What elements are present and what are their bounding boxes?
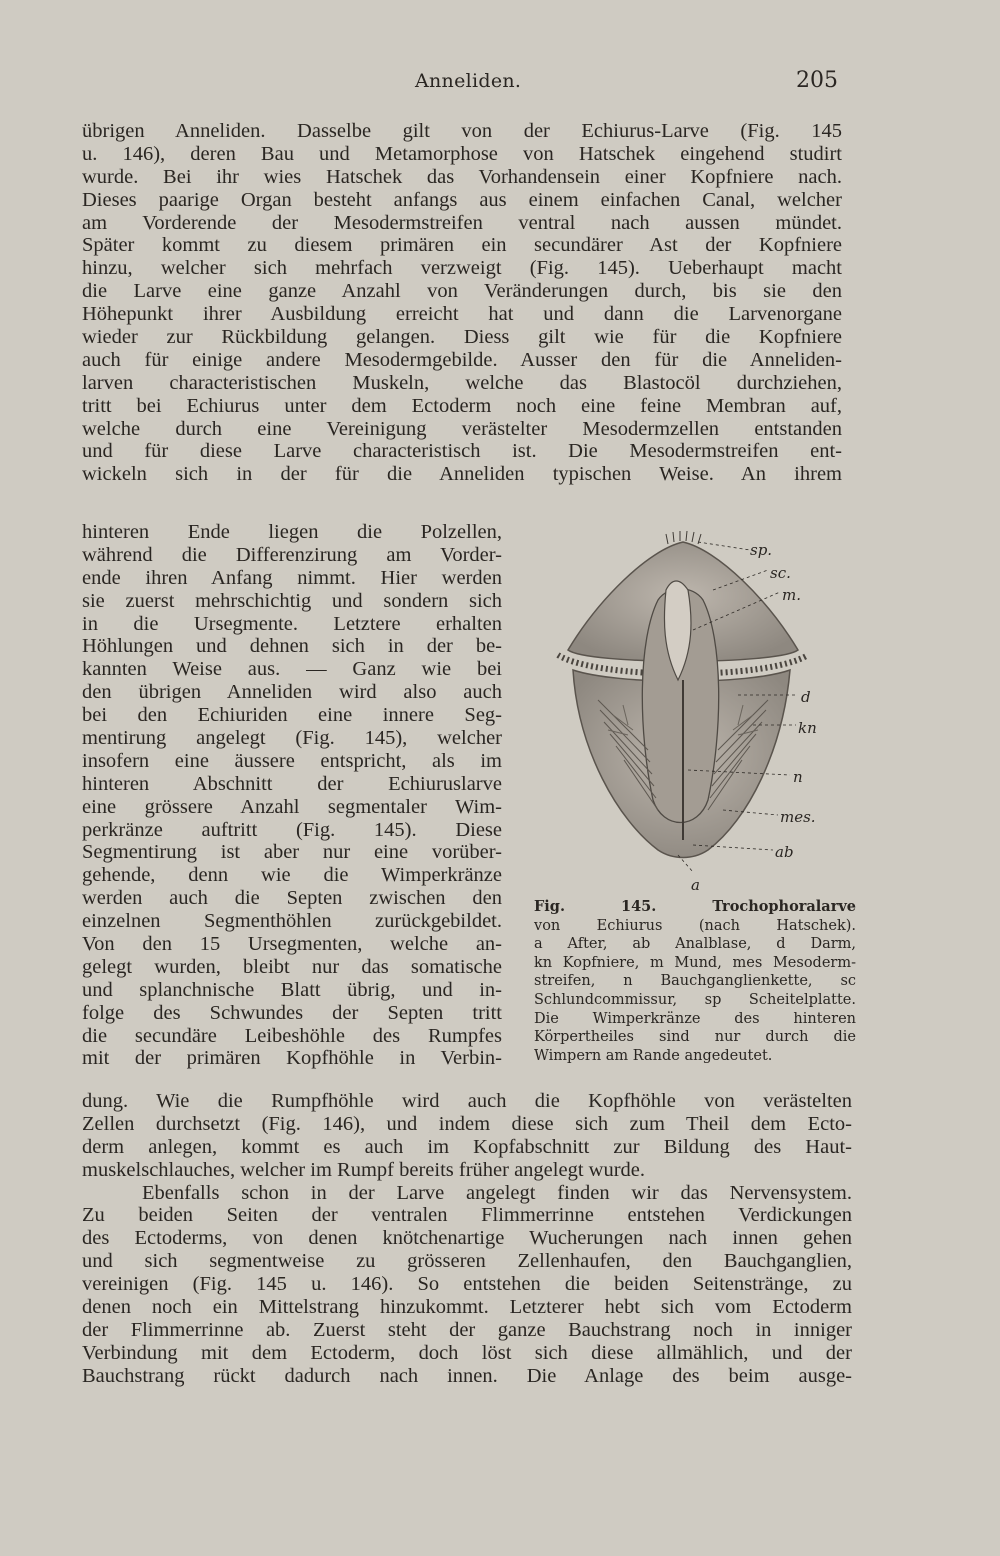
- text-line: tritt bei Echiurus unter dem Ectoderm noch eine feine Membran auf,: [82, 394, 842, 417]
- text-line: die Larve eine ganze Anzahl von Veränderungen durch, bis sie den: [82, 280, 842, 303]
- running-title: Anneliden.: [415, 70, 522, 92]
- caption-line: a After, ab Analblase, d Darm,: [534, 936, 856, 953]
- label-n: n: [793, 768, 803, 786]
- text-line: larven characteristischen Muskeln, welche das Blastocöl durchziehen,: [82, 371, 842, 394]
- figure-145-illustration: [528, 530, 858, 900]
- text-line: gelegt wurden, bleibt nur das somatische: [82, 955, 502, 978]
- text-line: des Ectoderms, von denen knötchenartige Wucherungen nach innen gehen: [82, 1227, 852, 1250]
- text-line: mentirung angelegt (Fig. 145), welcher: [82, 727, 502, 750]
- text-line: Höhepunkt ihrer Ausbildung erreicht hat und dann die Larvenorgane: [82, 303, 842, 326]
- larva-drawing: [528, 530, 858, 900]
- label-m: m.: [782, 586, 801, 604]
- text-line: folge des Schwundes der Septen tritt: [82, 1001, 502, 1024]
- text-line: derm anlegen, kommt es auch im Kopfabschnitt zur Bildung des Haut-: [82, 1135, 852, 1158]
- label-kn: kn: [798, 719, 817, 737]
- caption-line: von Echiurus (nach Hatschek).: [534, 917, 856, 934]
- text-line: in die Ursegmente. Letztere erhalten: [82, 612, 502, 635]
- body-text-top: [82, 120, 842, 486]
- label-ab: ab: [775, 843, 794, 861]
- page-number: 205: [796, 68, 838, 93]
- label-d: d: [801, 688, 811, 706]
- text-line: ende ihren Anfang nimmt. Hier werden: [82, 566, 502, 589]
- text-line: perkränze auftritt (Fig. 145). Diese: [82, 818, 502, 841]
- label-sc: sc.: [770, 564, 791, 582]
- text-line: Dieses paarige Organ besteht anfangs aus einem einfachen Canal, welcher: [82, 188, 842, 211]
- text-line: hinzu, welcher sich mehrfach verzweigt (Fig. 145). Ueberhaupt macht: [82, 257, 842, 280]
- caption-line: streifen, n Bauchganglienkette, sc: [534, 973, 856, 990]
- caption-line: kn Kopfniere, m Mund, mes Mesoderm-: [534, 954, 856, 971]
- text-line: wieder zur Rückbildung gelangen. Diess gilt wie für die Kopfniere: [82, 326, 842, 349]
- text-line: werden auch die Septen zwischen den: [82, 887, 502, 910]
- text-line: wurde. Bei ihr wies Hatschek das Vorhandensein einer Kopfniere nach.: [82, 165, 842, 188]
- body-text-left-column: [82, 521, 502, 1070]
- text-line: u. 146), deren Bau und Metamorphose von Hatschek eingehend studirt: [82, 142, 842, 165]
- text-line: Höhlungen und dehnen sich in der be-: [82, 635, 502, 658]
- text-line: und sich segmentweise zu grösseren Zellenhaufen, den Bauchganglien,: [82, 1250, 852, 1273]
- text-line: Ebenfalls schon in der Larve angelegt finden wir das Nervensystem.: [142, 1181, 852, 1204]
- text-line: auch für einige andere Mesodermgebilde. Ausser den für die Anneliden-: [82, 348, 842, 371]
- text-line: und splanchnische Blatt übrig, und in-: [82, 978, 502, 1001]
- text-line: gehende, denn wie die Wimperkränze: [82, 864, 502, 887]
- caption-line: Die Wimperkränze des hinteren: [534, 1010, 856, 1027]
- text-line: mit der primären Kopfhöhle in Verbin-: [82, 1047, 502, 1070]
- text-line: einzelnen Segmenthöhlen zurückgebildet.: [82, 910, 502, 933]
- text-line: hinteren Ende liegen die Polzellen,: [82, 521, 502, 543]
- text-line: Bauchstrang rückt dadurch nach innen. Die Anlage des beim ausge-: [82, 1364, 852, 1387]
- text-line: vereinigen (Fig. 145 u. 146). So entstehen die beiden Seitenstränge, zu: [82, 1273, 852, 1296]
- text-line: am Vorderende der Mesodermstreifen ventral nach aussen mündet.: [82, 211, 842, 234]
- caption-line: Schlundcommissur, sp Scheitelplatte.: [534, 991, 856, 1008]
- running-head: [0, 70, 1000, 100]
- text-line: Später kommt zu diesem primären ein secundärer Ast der Kopfniere: [82, 234, 842, 257]
- caption-line: Körpertheiles sind nur durch die: [534, 1029, 856, 1046]
- body-text-bottom: [82, 1090, 852, 1388]
- text-line: eine grössere Anzahl segmentaler Wim-: [82, 795, 502, 818]
- text-line: denen noch ein Mittelstrang hinzukommt. Letzterer hebt sich vom Ectoderm: [82, 1296, 852, 1319]
- text-line: hinteren Abschnitt der Echiuruslarve: [82, 772, 502, 795]
- text-line: den übrigen Anneliden wird also auch: [82, 681, 502, 704]
- text-line: kannten Weise aus. — Ganz wie bei: [82, 658, 502, 681]
- text-line: insofern eine äussere entspricht, als im: [82, 749, 502, 772]
- text-line: während die Differenzirung am Vorder-: [82, 543, 502, 566]
- text-line: Zellen durchsetzt (Fig. 146), und indem diese sich zum Theil dem Ecto-: [82, 1112, 852, 1135]
- figure-caption: [534, 898, 856, 1065]
- label-mes: mes.: [780, 808, 816, 826]
- text-line: muskelschlauches, welcher im Rumpf bereits früher angelegt wurde.: [82, 1158, 645, 1181]
- text-line: bei den Echiuriden eine innere Seg-: [82, 704, 502, 727]
- caption-line: Fig. 145. Trochophoralarve: [534, 898, 856, 915]
- text-line: die secundäre Leibeshöhle des Rumpfes: [82, 1024, 502, 1047]
- text-line: Segmentirung ist aber nur eine vorüber-: [82, 841, 502, 864]
- text-line: Zu beiden Seiten der ventralen Flimmerrinne entstehen Verdickungen: [82, 1204, 852, 1227]
- label-sp: sp.: [750, 541, 773, 559]
- text-line: sie zuerst mehrschichtig und sondern sich: [82, 589, 502, 612]
- caption-line: Wimpern am Rande angedeutet.: [534, 1047, 773, 1064]
- text-line: welche durch eine Vereinigung verästelter Mesodermzellen entstanden: [82, 417, 842, 440]
- text-line: und für diese Larve characteristisch ist. Die Mesodermstreifen ent-: [82, 440, 842, 463]
- label-a: a: [691, 876, 700, 894]
- text-line: wickeln sich in der für die Anneliden typischen Weise. An ihrem: [82, 463, 842, 486]
- text-line: der Flimmerrinne ab. Zuerst steht der ganze Bauchstrang noch in inniger: [82, 1318, 852, 1341]
- text-line: dung. Wie die Rumpfhöhle wird auch die Kopfhöhle von verästelten: [82, 1090, 852, 1112]
- text-line: Von den 15 Ursegmenten, welche an-: [82, 933, 502, 956]
- text-line: Verbindung mit dem Ectoderm, doch löst sich diese allmählich, und der: [82, 1341, 852, 1364]
- text-line: übrigen Anneliden. Dasselbe gilt von der Echiurus-Larve (Fig. 145: [82, 120, 842, 142]
